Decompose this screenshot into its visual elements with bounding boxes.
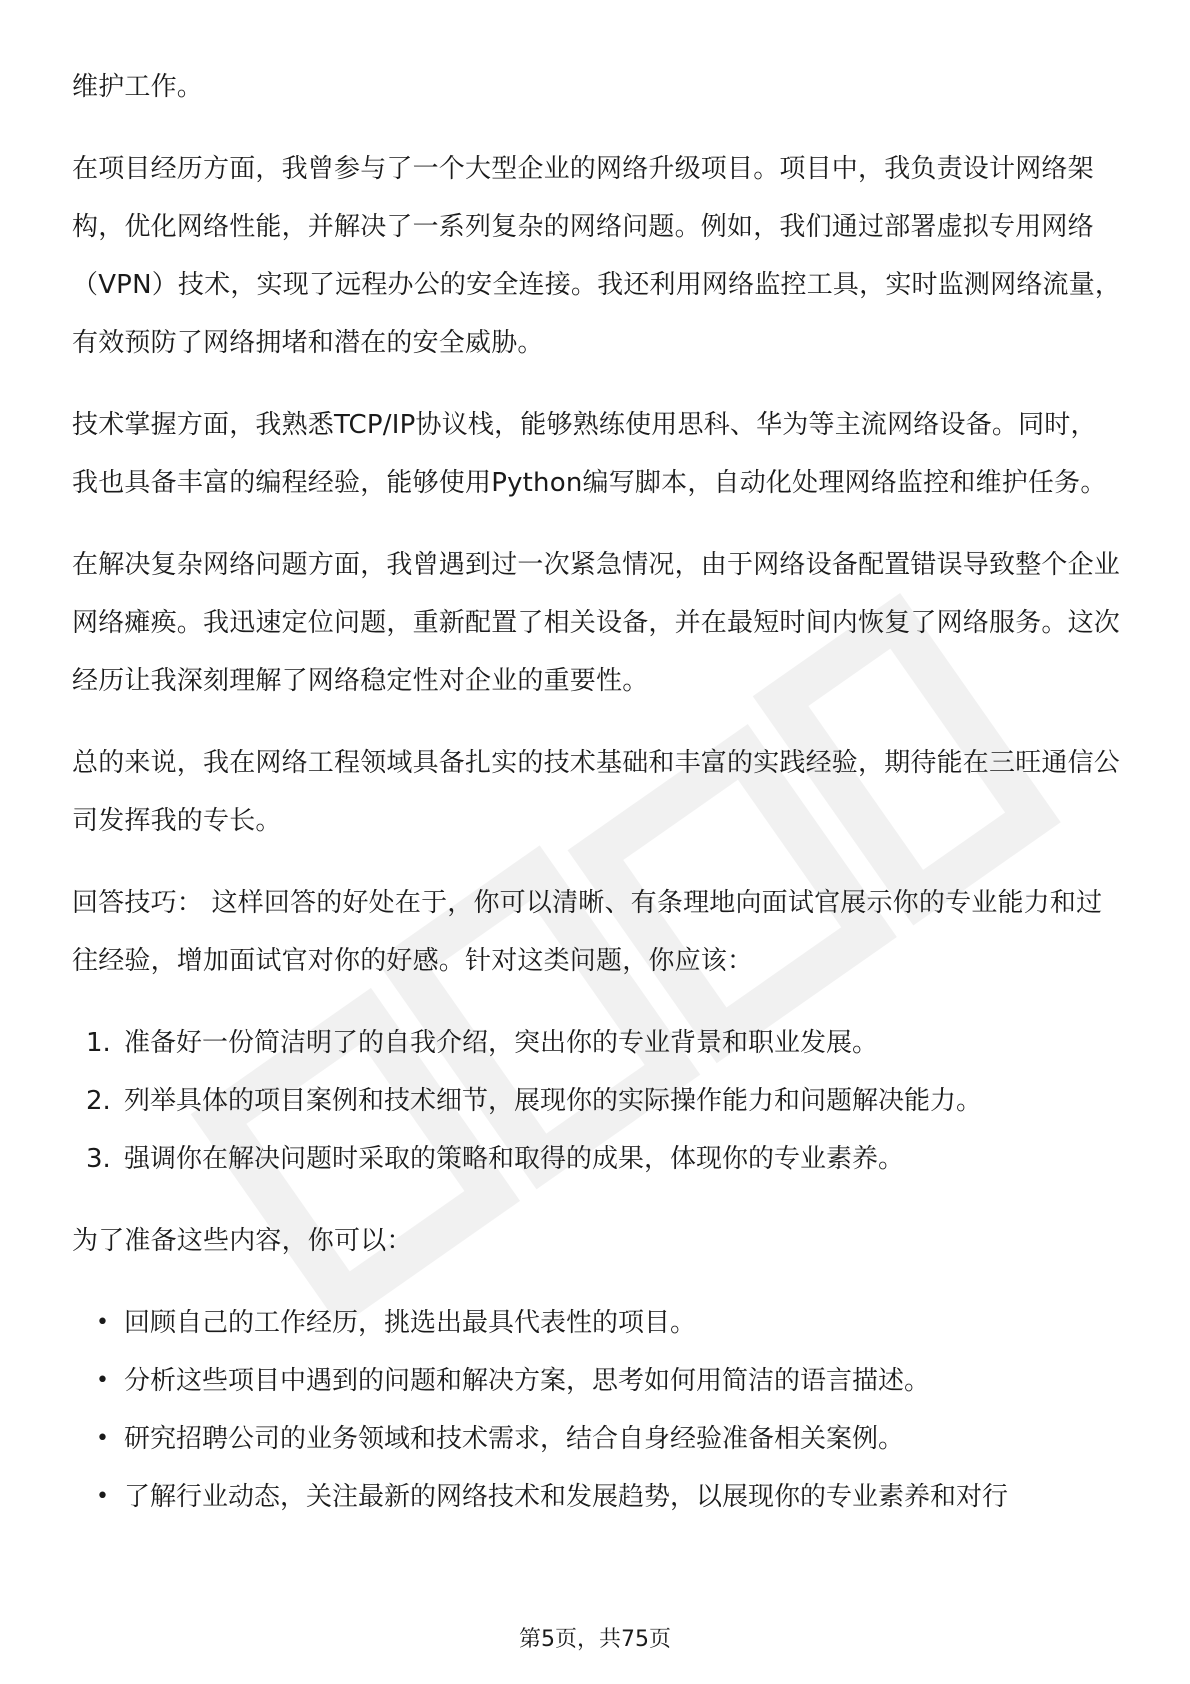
paragraph-continuation: 维护工作。 [72, 72, 204, 102]
list-item [72, 1410, 1122, 1468]
list-item [72, 1072, 1122, 1130]
list-item [72, 1352, 1122, 1410]
list-number: 2. [86, 1086, 111, 1116]
bullet-icon: • [96, 1426, 109, 1451]
bullet-icon: • [96, 1310, 109, 1335]
page-number-footer: 第5页，共75页 [519, 1627, 671, 1652]
list-item-text: 回顾自己的工作经历，挑选出最具代表性的项目。 [124, 1308, 697, 1338]
bullet-icon: • [96, 1368, 109, 1393]
paragraph-summary: 总的来说，我在网络工程领域具备扎实的技术基础和丰富的实践经验，期待能在三旺通信公司发挥我的专长。 [72, 748, 1121, 836]
paragraph-problem-solving: 在解决复杂网络问题方面，我曾遇到过一次紧急情况，由于网络设备配置错误导致整个企业网络瘫痪。我迅速定位问题，重新配置了相关设备，并在最短时间内恢复了网络服务。这次经历让我深刻理解了网络稳定性对企业的重要性。 [72, 550, 1121, 696]
list-number: 1. [86, 1028, 111, 1058]
list-item-text: 列举具体的项目案例和技术细节，展现你的实际操作能力和问题解决能力。 [124, 1086, 983, 1116]
paragraph-preparation: 为了准备这些内容，你可以： [72, 1226, 413, 1256]
list-item [72, 1130, 1122, 1188]
bullet-list [72, 1294, 1122, 1526]
paragraph-answer-tips: 回答技巧： 这样回答的好处在于，你可以清晰、有条理地向面试官展示你的专业能力和过往经验，增加面试官对你的好感。针对这类问题，你应该： [72, 888, 1103, 976]
list-item-text: 准备好一份简洁明了的自我介绍，突出你的专业背景和职业发展。 [124, 1028, 879, 1058]
bullet-icon: • [96, 1484, 109, 1509]
paragraph-project-experience: 在项目经历方面，我曾参与了一个大型企业的网络升级项目。项目中，我负责设计网络架构，优化网络性能，并解决了一系列复杂的网络问题。例如，我们通过部署虚拟专用网络（VPN）技术，实现了远程办公的安全连接。我还利用网络监控工具，实时监测网络流量，有效预防了网络拥堵和潜在的安全威胁。 [72, 154, 1122, 358]
paragraph-technical-skills: 技术掌握方面，我熟悉TCP/IP协议栈，能够熟练使用思科、华为等主流网络设备。同时，我也具备丰富的编程经验，能够使用Python编写脚本，自动化处理网络监控和维护任务。 [72, 410, 1107, 498]
list-item [72, 1294, 1122, 1352]
document-page [72, 58, 1122, 1550]
list-item [72, 1014, 1122, 1072]
numbered-list [72, 1014, 1122, 1188]
list-item-text: 分析这些项目中遇到的问题和解决方案，思考如何用简洁的语言描述。 [124, 1366, 931, 1396]
list-item-text: 了解行业动态，关注最新的网络技术和发展趋势，以展现你的专业素养和对行 [124, 1482, 1009, 1512]
list-item [72, 1468, 1122, 1526]
list-item-text: 研究招聘公司的业务领域和技术需求，结合自身经验准备相关案例。 [124, 1424, 905, 1454]
list-item-text: 强调你在解决问题时采取的策略和取得的成果，体现你的专业素养。 [124, 1144, 905, 1174]
list-number: 3. [86, 1144, 111, 1174]
